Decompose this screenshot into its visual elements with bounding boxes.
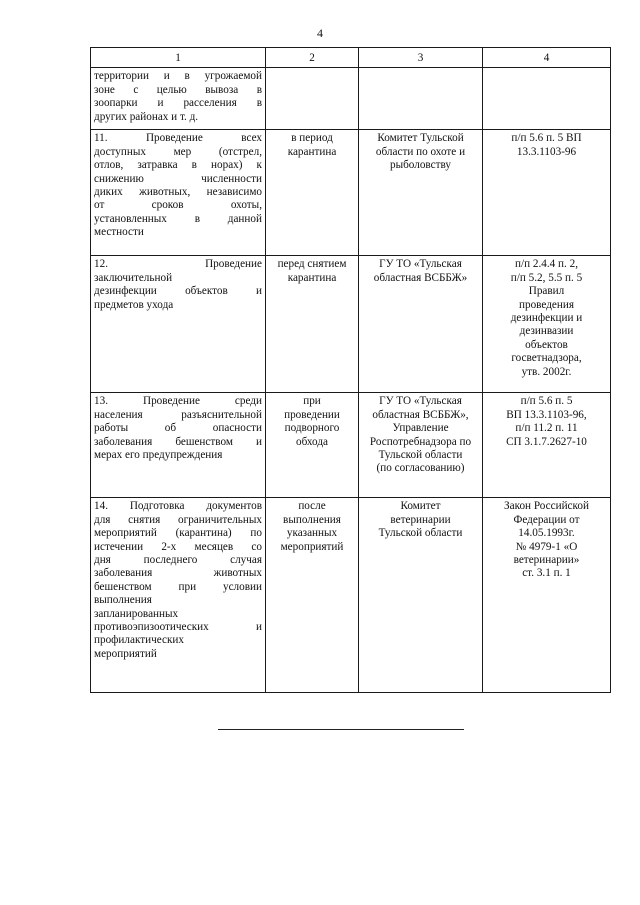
cell-text-line: запланированных — [94, 607, 179, 620]
cell-text-line: дезинфекции и — [510, 312, 583, 325]
cell-text-line: Тульской области — [378, 527, 463, 540]
cell-text-line: карантина — [287, 145, 337, 158]
cell-text-line: мероприятий — [94, 647, 157, 660]
cell-text-line: территории и в угрожаемой — [94, 70, 262, 83]
cell-text-line: 13. Проведение среди — [94, 395, 262, 408]
cell-text-line: (по согласованию) — [376, 462, 465, 475]
cell-text-line: мероприятий — [280, 540, 344, 553]
cell-text-line: диких животных, независимо — [94, 186, 262, 199]
cell-text-line: установленных в данной — [94, 212, 262, 225]
cell-text-line: противоэпизоотических и — [94, 621, 262, 634]
column-header-1: 1 — [91, 48, 266, 68]
cell-text-line: областная ВСББЖ» — [373, 271, 468, 284]
cell-text-line: указанных — [286, 527, 338, 540]
cell-text-line: выполнения — [283, 513, 341, 526]
cell-text-line: заболевания животных — [94, 567, 262, 580]
cell-text-line: Управление — [392, 422, 449, 435]
cell-text-line: ст. 3.1 п. 1 — [522, 567, 571, 580]
cell-text-line: ветеринарии» — [513, 554, 580, 567]
cell-text-line: перед снятием — [277, 258, 347, 271]
table-header-row — [91, 48, 611, 68]
cell-text-line: областная ВСББЖ», — [372, 408, 469, 421]
cell-text-line: Роспотребнадзора по — [369, 435, 472, 448]
cell-text-line: 14. Подготовка документов — [94, 500, 262, 513]
table-cell-col2 — [266, 256, 359, 393]
table-cell-col3 — [359, 130, 483, 256]
cell-text-line: от сроков охоты, — [94, 199, 262, 212]
table-cell-col2 — [266, 130, 359, 256]
cell-text-line: объектов — [525, 338, 568, 351]
table-cell-col4 — [483, 256, 611, 393]
cell-text-line: СП 3.1.7.2627-10 — [506, 435, 587, 448]
cell-text-line: зоопарки и расселения в — [94, 97, 262, 110]
cell-text-line: п/п 11.2 п. 11 — [515, 422, 578, 435]
table-cell-col2 — [266, 393, 359, 498]
cell-text-line: при — [303, 395, 321, 408]
cell-text-line: карантина — [287, 271, 337, 284]
cell-text-line: ВП 13.3.1103-96, — [506, 408, 587, 421]
table-cell-col4 — [483, 393, 611, 498]
cell-text-line: п/п 5.6 п. 5 ВП — [511, 132, 582, 145]
table-cell-col1 — [91, 130, 266, 256]
cell-text-line: предметов ухода — [94, 298, 174, 311]
cell-text-line: ГУ ТО «Тульская — [379, 258, 462, 271]
measures-table — [90, 47, 611, 693]
cell-text-line: мерах его предупреждения — [94, 449, 223, 462]
cell-text-line: дезинфекции объектов и — [94, 285, 262, 298]
table-cell-col4 — [483, 130, 611, 256]
table-row — [91, 393, 611, 498]
cell-text-line: 14.05.1993г. — [518, 527, 575, 540]
table-cell-col3 — [359, 68, 483, 130]
column-header-2: 2 — [266, 48, 359, 68]
cell-text-line: подворного — [284, 422, 340, 435]
cell-text-line: ГУ ТО «Тульская — [379, 395, 462, 408]
table-cell-col1 — [91, 256, 266, 393]
cell-text-line: утв. 2002г. — [521, 365, 572, 378]
cell-text-line: п/п 5.2, 5.5 п. 5 — [510, 271, 583, 284]
cell-text-line: для снятия ограничительных — [94, 513, 262, 526]
cell-text-line: профилактических — [94, 634, 184, 647]
column-header-3: 3 — [359, 48, 483, 68]
cell-text-line: 13.3.1103-96 — [516, 145, 577, 158]
cell-text-line: в период — [291, 132, 333, 145]
table-row — [91, 256, 611, 393]
cell-text-line: доступных мер (отстрел, — [94, 145, 262, 158]
page-number: 4 — [317, 26, 323, 40]
cell-text-line: 12. Проведение — [94, 258, 262, 271]
table-cell-col1 — [91, 68, 266, 130]
table-row — [91, 130, 611, 256]
table-cell-col2 — [266, 498, 359, 693]
cell-text-line: заключительной — [94, 271, 173, 284]
cell-text-line: истечении 2-х месяцев со — [94, 540, 262, 553]
cell-text-line: госветнадзора, — [511, 352, 582, 365]
cell-text-line: п/п 2.4.4 п. 2, — [514, 258, 579, 271]
table-row — [91, 68, 611, 130]
cell-text-line: зоне с целью вывоза в — [94, 83, 262, 96]
cell-text-line: Закон Российской — [504, 500, 589, 513]
table-cell-col3 — [359, 498, 483, 693]
cell-text-line: дня последнего случая — [94, 554, 262, 567]
table-cell-col3 — [359, 393, 483, 498]
table-cell-col3 — [359, 256, 483, 393]
cell-text-line: проведении — [284, 408, 340, 421]
cell-text-line: проведения — [519, 298, 574, 311]
cell-text-line: населения разъяснительной — [94, 408, 262, 421]
cell-text-line: п/п 5.6 п. 5 — [520, 395, 573, 408]
cell-text-line: Комитет — [400, 500, 441, 513]
cell-text-line: других районах и т. д. — [94, 110, 199, 123]
cell-text-line: мероприятий (карантина) по — [94, 527, 262, 540]
table-cell-col4 — [483, 68, 611, 130]
end-divider-line — [218, 729, 464, 730]
cell-text-line: области по охоте и — [375, 145, 466, 158]
cell-text-line: Комитет Тульской — [377, 132, 464, 145]
cell-text-line: дезинвазии — [519, 325, 574, 338]
cell-text-line: после — [298, 500, 326, 513]
table-cell-col2 — [266, 68, 359, 130]
cell-text-line: отлов, затравка в норах) к — [94, 159, 262, 172]
cell-text-line: 11. Проведение всех — [94, 132, 262, 145]
cell-text-line: выполнения — [94, 594, 152, 607]
table-cell-col1 — [91, 498, 266, 693]
column-header-4: 4 — [483, 48, 611, 68]
cell-text-line: рыболовству — [390, 159, 451, 172]
cell-text-line: работы об опасности — [94, 422, 262, 435]
cell-text-line: местности — [94, 226, 144, 239]
cell-text-line: заболевания бешенством и — [94, 435, 262, 448]
table-cell-col1 — [91, 393, 266, 498]
cell-text-line: № 4979-1 «О — [515, 540, 578, 553]
cell-text-line: снижению численности — [94, 172, 262, 185]
cell-text-line: Тульской области — [378, 449, 463, 462]
cell-text-line: обхода — [296, 435, 328, 448]
table-row — [91, 498, 611, 693]
cell-text-line: бешенством при условии — [94, 580, 262, 593]
cell-text-line: Федерации от — [513, 513, 580, 526]
cell-text-line: ветеринарии — [390, 513, 451, 526]
table-cell-col4 — [483, 498, 611, 693]
cell-text-line: Правил — [528, 285, 565, 298]
